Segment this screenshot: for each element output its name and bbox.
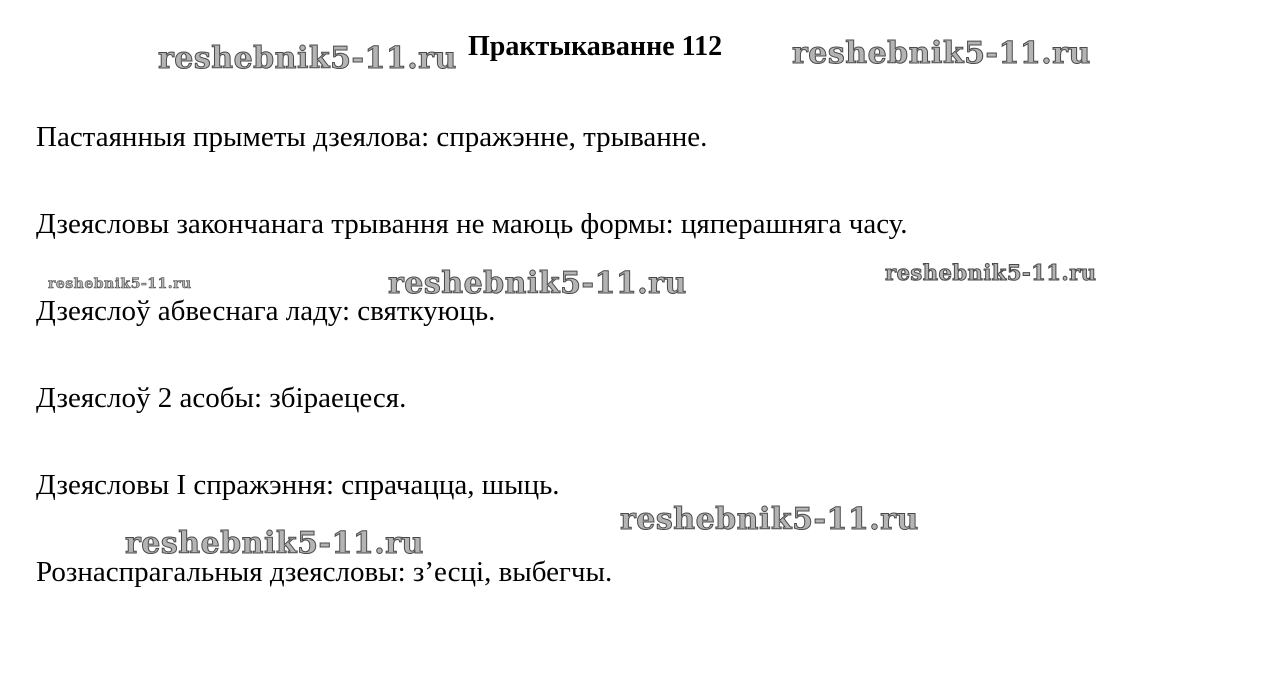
answer-line: Дзеясловы I спражэння: спрачацца, шыць. xyxy=(36,469,560,501)
watermark-text: reshebnik5-11.ru xyxy=(388,266,687,301)
watermark-text: reshebnik5-11.ru xyxy=(158,41,457,76)
page-title: Практыкаванне 112 xyxy=(468,31,723,62)
watermark-text: reshebnik5-11.ru xyxy=(885,260,1097,285)
answer-line: Дзеяслоў 2 асобы: збіраецеся. xyxy=(36,382,407,414)
watermark-text: reshebnik5-11.ru xyxy=(792,36,1091,71)
watermark-text: reshebnik5-11.ru xyxy=(48,276,192,292)
answer-line: Рознаспрагальныя дзеясловы: з’есці, выбегчы. xyxy=(36,556,613,588)
watermark-text: reshebnik5-11.ru xyxy=(620,502,919,537)
watermark-text: reshebnik5-11.ru xyxy=(125,526,424,561)
answer-line: Дзеяслоў абвеснага ладу: святкуюць. xyxy=(36,295,496,327)
answer-line: Пастаянныя прыметы дзеялова: спражэнне, трыванне. xyxy=(36,121,708,153)
answer-line: Дзеясловы закончанага трывання не маюць формы: цяперашняга часу. xyxy=(36,208,908,240)
